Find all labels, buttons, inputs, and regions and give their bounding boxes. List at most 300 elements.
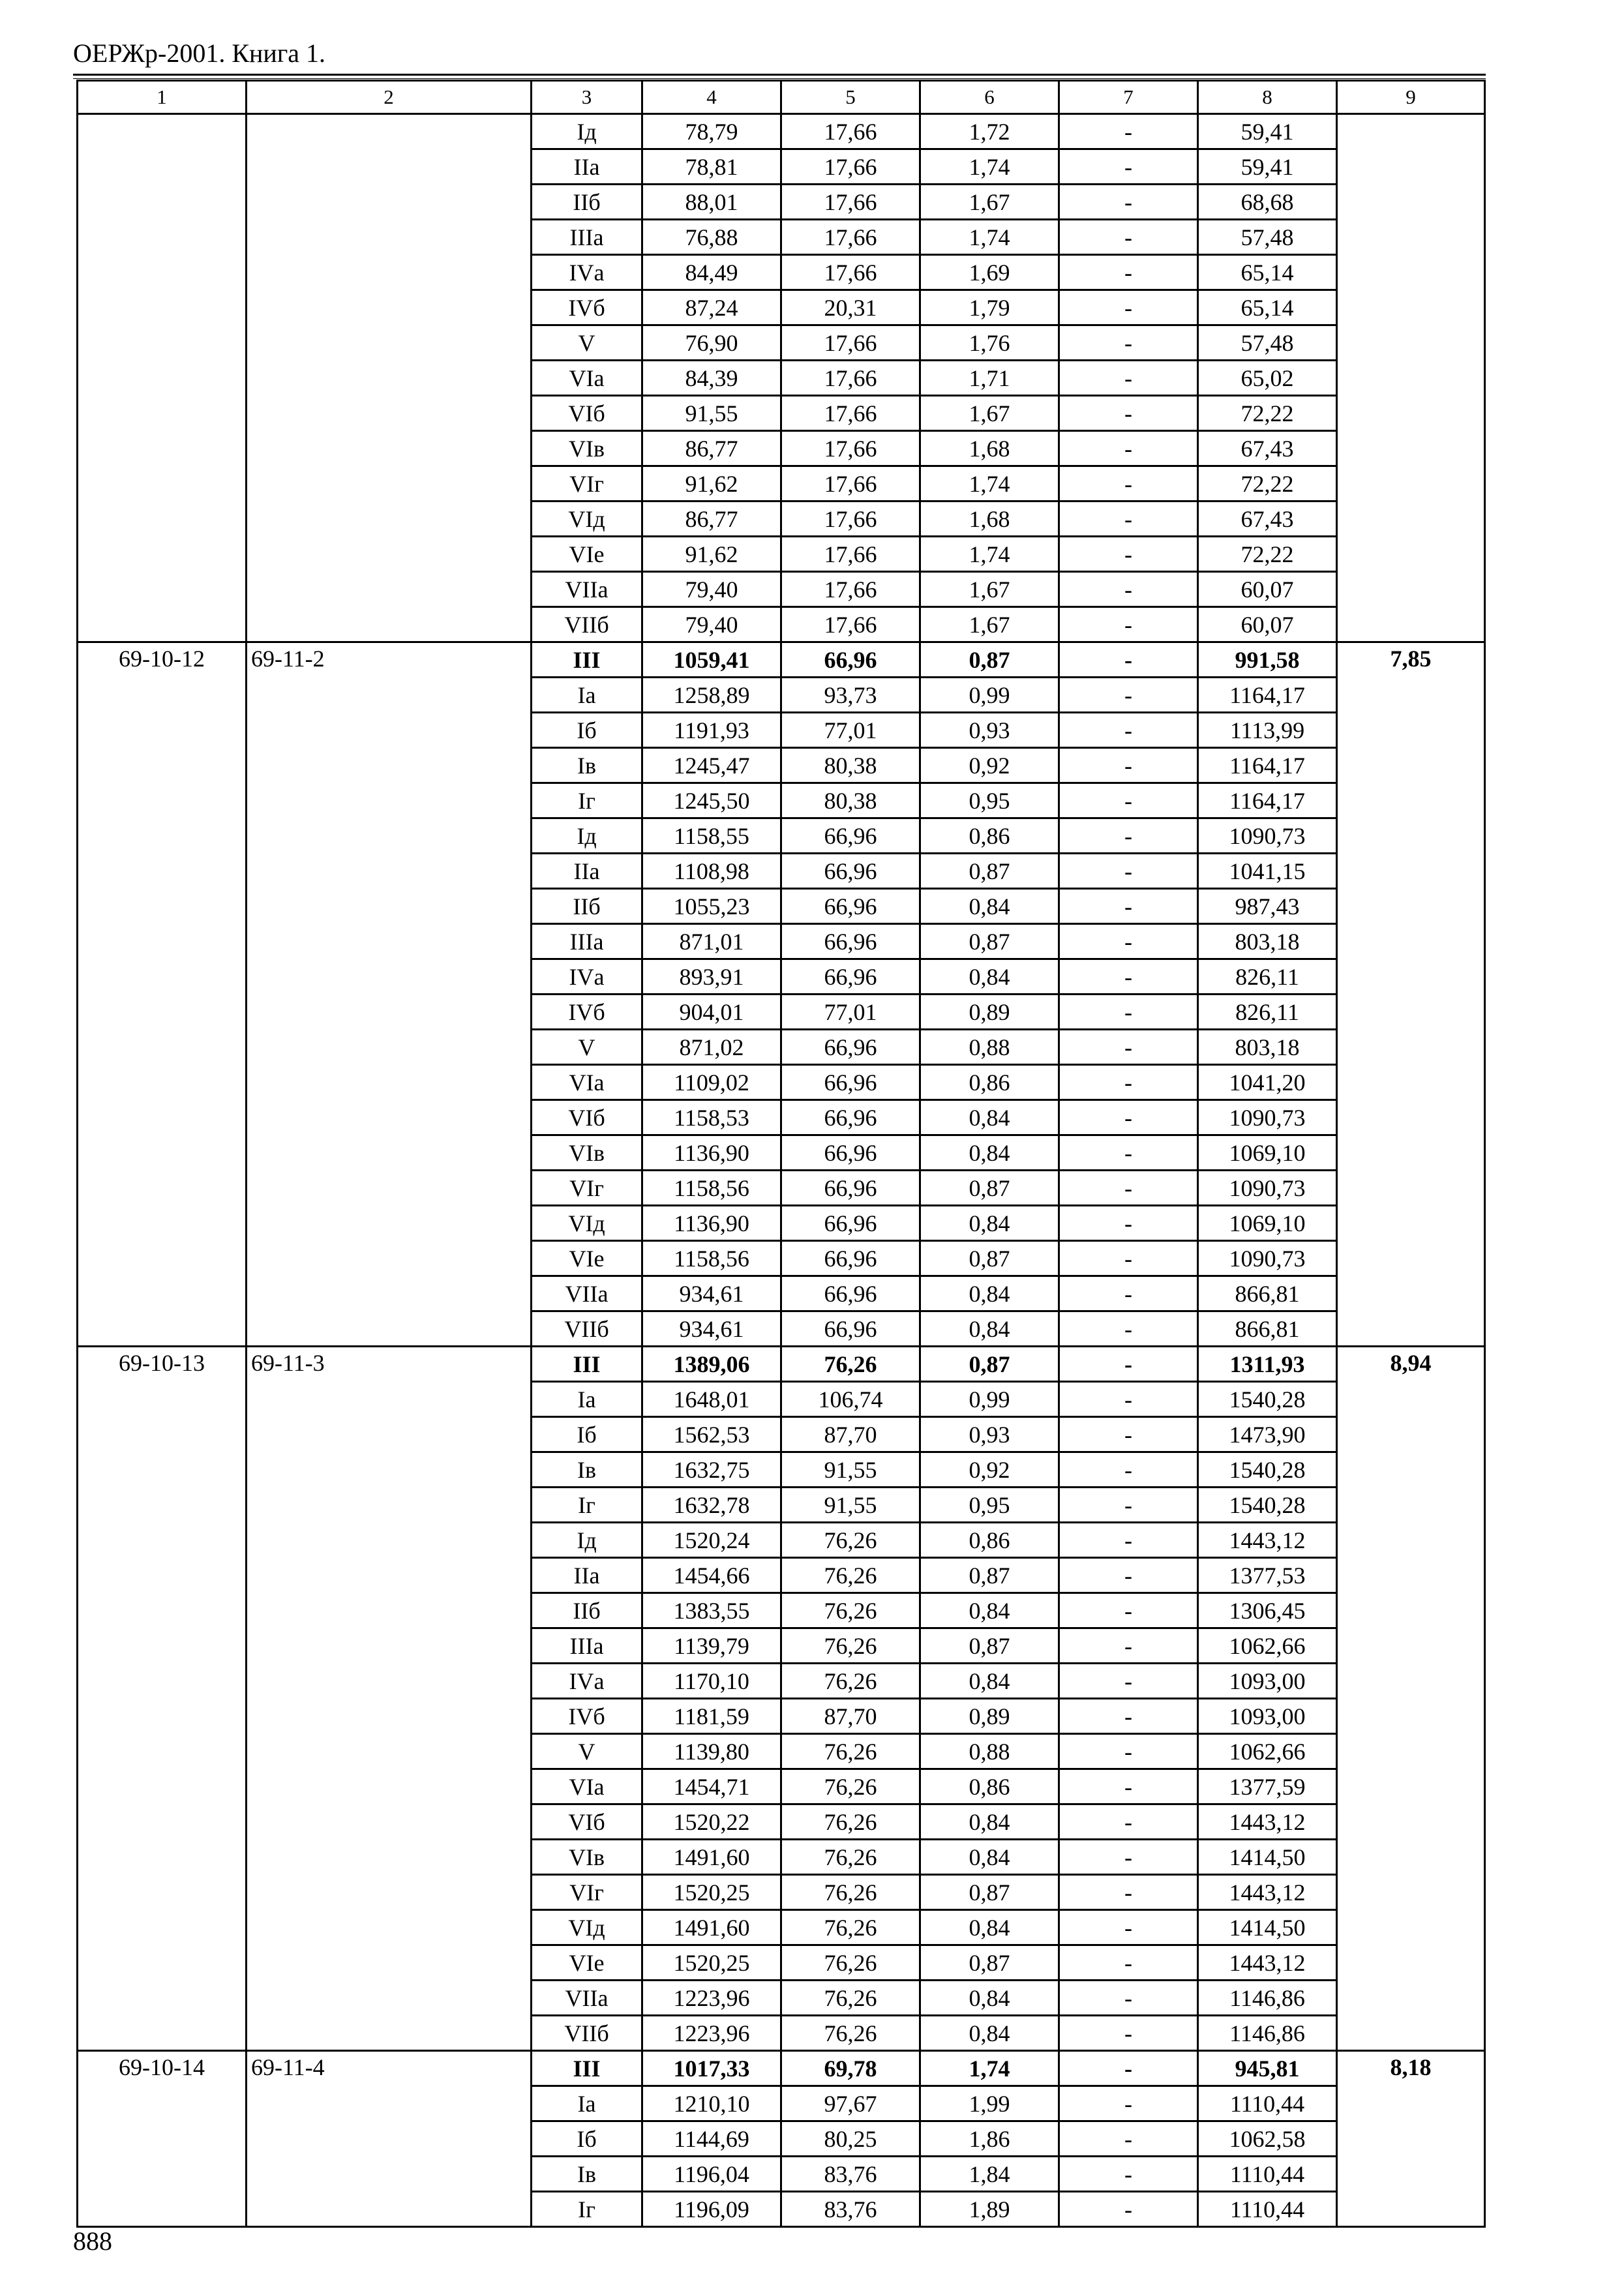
drivers-cell: - (1059, 185, 1198, 220)
machines-cell: 1,74 (920, 2051, 1059, 2086)
labor-cell: 66,96 (781, 1030, 920, 1065)
column-header: 9 (1337, 81, 1485, 114)
category-cell: VIг (532, 466, 642, 501)
total-cell: 91,62 (642, 466, 781, 501)
labor-cell: 76,26 (781, 1664, 920, 1699)
drivers-cell: - (1059, 1910, 1198, 1945)
labor-cell: 17,66 (781, 185, 920, 220)
total-cell: 1170,10 (642, 1664, 781, 1699)
materials-cell: 59,41 (1198, 114, 1337, 149)
labor-cell: 76,26 (781, 1875, 920, 1910)
category-cell: Iг (532, 783, 642, 818)
total-cell: 86,77 (642, 431, 781, 466)
header-rule-thick (73, 74, 1486, 76)
total-cell: 1158,56 (642, 1171, 781, 1206)
materials-cell: 68,68 (1198, 185, 1337, 220)
drivers-cell: - (1059, 1030, 1198, 1065)
category-cell: IVб (532, 1699, 642, 1734)
machines-cell: 0,84 (920, 889, 1059, 924)
machines-cell: 1,74 (920, 537, 1059, 572)
materials-cell: 1110,44 (1198, 2192, 1337, 2227)
drivers-cell: - (1059, 1628, 1198, 1664)
column-header: 6 (920, 81, 1059, 114)
materials-cell: 60,07 (1198, 572, 1337, 607)
labor-cell: 17,66 (781, 114, 920, 149)
category-cell: VIе (532, 537, 642, 572)
total-cell: 1223,96 (642, 1981, 781, 2016)
machines-cell: 0,92 (920, 1452, 1059, 1488)
machines-cell: 1,79 (920, 290, 1059, 325)
machines-cell: 1,84 (920, 2157, 1059, 2192)
drivers-cell: - (1059, 149, 1198, 185)
category-cell: IVа (532, 1664, 642, 1699)
category-cell: VIа (532, 361, 642, 396)
category-cell: V (532, 1030, 642, 1065)
table-row (78, 114, 1485, 149)
labor-cell: 93,73 (781, 678, 920, 713)
machines-cell: 1,76 (920, 325, 1059, 361)
drivers-cell: - (1059, 783, 1198, 818)
drivers-cell: - (1059, 1664, 1198, 1699)
materials-cell: 1090,73 (1198, 1100, 1337, 1135)
machines-cell: 0,84 (920, 1135, 1059, 1171)
machines-cell: 0,87 (920, 1347, 1059, 1382)
category-cell: IIб (532, 889, 642, 924)
code-cell: 69-10-14 (78, 2051, 247, 2227)
total-cell: 893,91 (642, 959, 781, 995)
column-header: 3 (532, 81, 642, 114)
labor-cell: 20,31 (781, 290, 920, 325)
materials-cell: 1146,86 (1198, 1981, 1337, 2016)
materials-cell: 1164,17 (1198, 783, 1337, 818)
category-cell: VIв (532, 1840, 642, 1875)
category-cell: VIе (532, 1945, 642, 1981)
total-cell: 78,79 (642, 114, 781, 149)
drivers-cell: - (1059, 1804, 1198, 1840)
drivers-cell: - (1059, 713, 1198, 748)
materials-cell: 1062,66 (1198, 1734, 1337, 1769)
materials-cell: 72,22 (1198, 396, 1337, 431)
drivers-cell: - (1059, 1523, 1198, 1558)
materials-cell: 1540,28 (1198, 1382, 1337, 1417)
category-cell: VIб (532, 1100, 642, 1135)
materials-cell: 1306,45 (1198, 1593, 1337, 1628)
category-cell: V (532, 325, 642, 361)
materials-cell: 65,14 (1198, 255, 1337, 290)
labor-cell: 80,38 (781, 783, 920, 818)
code-cell: 69-10-13 (78, 1347, 247, 2051)
category-cell: Iг (532, 2192, 642, 2227)
materials-cell: 1069,10 (1198, 1206, 1337, 1241)
total-cell: 1210,10 (642, 2086, 781, 2121)
category-cell: VIг (532, 1875, 642, 1910)
labor-cell: 76,26 (781, 1628, 920, 1664)
labor-cell: 17,66 (781, 325, 920, 361)
materials-cell: 1443,12 (1198, 1523, 1337, 1558)
machines-cell: 0,87 (920, 1945, 1059, 1981)
drivers-cell: - (1059, 255, 1198, 290)
labor-cell: 97,67 (781, 2086, 920, 2121)
drivers-cell: - (1059, 431, 1198, 466)
category-cell: Iб (532, 2121, 642, 2157)
drivers-cell: - (1059, 220, 1198, 255)
category-cell: Iв (532, 1452, 642, 1488)
category-cell: Iа (532, 1382, 642, 1417)
category-cell: VIг (532, 1171, 642, 1206)
labor-cell: 76,26 (781, 1558, 920, 1593)
materials-cell: 1090,73 (1198, 818, 1337, 854)
materials-cell: 1090,73 (1198, 1171, 1337, 1206)
labor-cell: 76,26 (781, 1945, 920, 1981)
machines-cell: 0,84 (920, 1840, 1059, 1875)
column-header: 7 (1059, 81, 1198, 114)
machines-cell: 1,69 (920, 255, 1059, 290)
table-body (78, 114, 1485, 2227)
labor-cell: 76,26 (781, 1523, 920, 1558)
materials-cell: 866,81 (1198, 1311, 1337, 1347)
materials-cell: 72,22 (1198, 466, 1337, 501)
category-cell: III (532, 1347, 642, 1382)
total-cell: 871,01 (642, 924, 781, 959)
total-cell: 1520,22 (642, 1804, 781, 1840)
total-cell: 79,40 (642, 572, 781, 607)
materials-cell: 1443,12 (1198, 1804, 1337, 1840)
labor-cell: 76,26 (781, 1734, 920, 1769)
machines-cell: 0,95 (920, 783, 1059, 818)
drivers-cell: - (1059, 1734, 1198, 1769)
labor-cell: 66,96 (781, 889, 920, 924)
labor-cell: 76,26 (781, 2016, 920, 2051)
total-cell: 79,40 (642, 607, 781, 642)
total-cell: 78,81 (642, 149, 781, 185)
materials-cell: 1093,00 (1198, 1699, 1337, 1734)
total-cell: 76,90 (642, 325, 781, 361)
labor-cell: 17,66 (781, 501, 920, 537)
labor-cell: 66,96 (781, 959, 920, 995)
total-cell: 1632,78 (642, 1488, 781, 1523)
drivers-cell: - (1059, 2121, 1198, 2157)
drivers-cell: - (1059, 1488, 1198, 1523)
category-cell: IVа (532, 255, 642, 290)
drivers-cell: - (1059, 361, 1198, 396)
category-cell: Iд (532, 114, 642, 149)
drivers-cell: - (1059, 1171, 1198, 1206)
drivers-cell: - (1059, 959, 1198, 995)
total-cell: 904,01 (642, 995, 781, 1030)
machines-cell: 1,71 (920, 361, 1059, 396)
category-cell: IVб (532, 995, 642, 1030)
machines-cell: 0,84 (920, 1804, 1059, 1840)
total-cell: 76,88 (642, 220, 781, 255)
machines-cell: 0,93 (920, 1417, 1059, 1452)
materials-cell: 991,58 (1198, 642, 1337, 678)
category-cell: III (532, 2051, 642, 2086)
table-row (78, 642, 1485, 678)
drivers-cell: - (1059, 1699, 1198, 1734)
drivers-cell: - (1059, 607, 1198, 642)
price-table (76, 80, 1486, 2228)
category-cell: Iб (532, 713, 642, 748)
reference-cell: 69-11-2 (247, 642, 532, 1347)
total-cell: 1059,41 (642, 642, 781, 678)
machines-cell: 0,84 (920, 1593, 1059, 1628)
materials-cell: 67,43 (1198, 431, 1337, 466)
category-cell: IIб (532, 185, 642, 220)
materials-cell: 826,11 (1198, 995, 1337, 1030)
total-cell: 1562,53 (642, 1417, 781, 1452)
category-cell: Iд (532, 1523, 642, 1558)
drivers-cell: - (1059, 995, 1198, 1030)
reference-cell: 69-11-3 (247, 1347, 532, 2051)
category-cell: Iв (532, 2157, 642, 2192)
category-cell: VIIа (532, 1981, 642, 2016)
total-cell: 1139,80 (642, 1734, 781, 1769)
category-cell: Iд (532, 818, 642, 854)
drivers-cell: - (1059, 2192, 1198, 2227)
total-cell: 871,02 (642, 1030, 781, 1065)
materials-cell: 803,18 (1198, 1030, 1337, 1065)
machines-cell: 0,87 (920, 1628, 1059, 1664)
category-cell: VIд (532, 501, 642, 537)
category-cell: VIв (532, 431, 642, 466)
labor-cell: 76,26 (781, 1981, 920, 2016)
category-cell: Iв (532, 748, 642, 783)
drivers-cell: - (1059, 818, 1198, 854)
drivers-cell: - (1059, 537, 1198, 572)
materials-cell: 1069,10 (1198, 1135, 1337, 1171)
materials-cell: 987,43 (1198, 889, 1337, 924)
category-cell: IIIа (532, 220, 642, 255)
machines-cell: 1,67 (920, 572, 1059, 607)
total-cell: 934,61 (642, 1276, 781, 1311)
materials-cell: 1164,17 (1198, 678, 1337, 713)
category-cell: VIб (532, 396, 642, 431)
total-cell: 1520,25 (642, 1875, 781, 1910)
total-cell: 1158,53 (642, 1100, 781, 1135)
labor-cell: 66,96 (781, 642, 920, 678)
category-cell: VIIа (532, 572, 642, 607)
machines-cell: 1,67 (920, 185, 1059, 220)
materials-cell: 1311,93 (1198, 1347, 1337, 1382)
labor-cell: 80,25 (781, 2121, 920, 2157)
labor-cell: 17,66 (781, 220, 920, 255)
category-cell: VIIа (532, 1276, 642, 1311)
machines-cell: 0,88 (920, 1734, 1059, 1769)
machines-cell: 1,67 (920, 396, 1059, 431)
drivers-cell: - (1059, 572, 1198, 607)
machines-cell: 0,92 (920, 748, 1059, 783)
materials-cell: 1041,20 (1198, 1065, 1337, 1100)
drivers-cell: - (1059, 1593, 1198, 1628)
drivers-cell: - (1059, 396, 1198, 431)
total-cell: 1055,23 (642, 889, 781, 924)
machines-cell: 0,84 (920, 1276, 1059, 1311)
category-cell: IVб (532, 290, 642, 325)
materials-cell: 72,22 (1198, 537, 1337, 572)
machines-cell: 0,84 (920, 1910, 1059, 1945)
total-cell: 1181,59 (642, 1699, 781, 1734)
machines-cell: 0,87 (920, 1171, 1059, 1206)
total-cell: 1158,56 (642, 1241, 781, 1276)
drivers-cell: - (1059, 2086, 1198, 2121)
machines-cell: 1,68 (920, 501, 1059, 537)
total-cell: 1223,96 (642, 2016, 781, 2051)
drivers-cell: - (1059, 642, 1198, 678)
total-cell: 1191,93 (642, 713, 781, 748)
machines-cell: 1,86 (920, 2121, 1059, 2157)
materials-cell: 1062,66 (1198, 1628, 1337, 1664)
labor-cell: 66,96 (781, 1171, 920, 1206)
column-number-row (78, 81, 1485, 114)
machines-cell: 0,86 (920, 1065, 1059, 1100)
machines-cell: 0,84 (920, 2016, 1059, 2051)
materials-cell: 1062,58 (1198, 2121, 1337, 2157)
total-cell: 1136,90 (642, 1135, 781, 1171)
reference-cell (247, 114, 532, 642)
materials-cell: 1443,12 (1198, 1945, 1337, 1981)
labor-cell: 83,76 (781, 2192, 920, 2227)
labor-cell: 76,26 (781, 1769, 920, 1804)
drivers-cell: - (1059, 325, 1198, 361)
drivers-cell: - (1059, 501, 1198, 537)
category-cell: Iб (532, 1417, 642, 1452)
materials-cell: 1443,12 (1198, 1875, 1337, 1910)
category-cell: V (532, 1734, 642, 1769)
total-cell: 1491,60 (642, 1840, 781, 1875)
materials-cell: 1414,50 (1198, 1910, 1337, 1945)
machines-cell: 0,88 (920, 1030, 1059, 1065)
labor-cell: 66,96 (781, 1206, 920, 1241)
page-number: 888 (73, 2226, 112, 2256)
category-cell: VIв (532, 1135, 642, 1171)
category-cell: IIб (532, 1593, 642, 1628)
code-cell: 69-10-12 (78, 642, 247, 1347)
materials-cell: 1093,00 (1198, 1664, 1337, 1699)
category-cell: VIа (532, 1065, 642, 1100)
drivers-cell: - (1059, 1065, 1198, 1100)
category-cell: VIд (532, 1206, 642, 1241)
category-cell: IIа (532, 854, 642, 889)
materials-cell: 60,07 (1198, 607, 1337, 642)
machines-cell: 0,86 (920, 818, 1059, 854)
labor-cell: 17,66 (781, 607, 920, 642)
total-cell: 91,55 (642, 396, 781, 431)
total-cell: 1520,25 (642, 1945, 781, 1981)
labor-hours-cell: 8,94 (1337, 1347, 1485, 2051)
category-cell: IVа (532, 959, 642, 995)
materials-cell: 1377,59 (1198, 1769, 1337, 1804)
labor-cell: 87,70 (781, 1699, 920, 1734)
header-rule-thin (73, 78, 1486, 79)
drivers-cell: - (1059, 1945, 1198, 1981)
category-cell: VIIб (532, 607, 642, 642)
materials-cell: 1041,15 (1198, 854, 1337, 889)
total-cell: 1139,79 (642, 1628, 781, 1664)
drivers-cell: - (1059, 1417, 1198, 1452)
labor-cell: 17,66 (781, 466, 920, 501)
machines-cell: 0,87 (920, 924, 1059, 959)
category-cell: IIа (532, 149, 642, 185)
machines-cell: 1,67 (920, 607, 1059, 642)
labor-cell: 66,96 (781, 1065, 920, 1100)
category-cell: III (532, 642, 642, 678)
total-cell: 1109,02 (642, 1065, 781, 1100)
total-cell: 1108,98 (642, 854, 781, 889)
labor-hours-cell (1337, 114, 1485, 642)
total-cell: 84,39 (642, 361, 781, 396)
drivers-cell: - (1059, 1452, 1198, 1488)
machines-cell: 0,89 (920, 1699, 1059, 1734)
category-cell: VIе (532, 1241, 642, 1276)
drivers-cell: - (1059, 114, 1198, 149)
machines-cell: 1,72 (920, 114, 1059, 149)
drivers-cell: - (1059, 1311, 1198, 1347)
total-cell: 1383,55 (642, 1593, 781, 1628)
total-cell: 1245,50 (642, 783, 781, 818)
total-cell: 1017,33 (642, 2051, 781, 2086)
labor-cell: 76,26 (781, 1840, 920, 1875)
drivers-cell: - (1059, 2051, 1198, 2086)
labor-cell: 17,66 (781, 361, 920, 396)
machines-cell: 0,86 (920, 1523, 1059, 1558)
materials-cell: 59,41 (1198, 149, 1337, 185)
total-cell: 1196,09 (642, 2192, 781, 2227)
labor-cell: 17,66 (781, 149, 920, 185)
materials-cell: 67,43 (1198, 501, 1337, 537)
labor-cell: 83,76 (781, 2157, 920, 2192)
category-cell: Iа (532, 678, 642, 713)
labor-cell: 91,55 (781, 1452, 920, 1488)
drivers-cell: - (1059, 1769, 1198, 1804)
machines-cell: 0,87 (920, 854, 1059, 889)
drivers-cell: - (1059, 924, 1198, 959)
total-cell: 1196,04 (642, 2157, 781, 2192)
materials-cell: 1164,17 (1198, 748, 1337, 783)
labor-cell: 66,96 (781, 1135, 920, 1171)
total-cell: 1454,66 (642, 1558, 781, 1593)
materials-cell: 1146,86 (1198, 2016, 1337, 2051)
total-cell: 1648,01 (642, 1382, 781, 1417)
machines-cell: 0,84 (920, 1664, 1059, 1699)
column-header: 8 (1198, 81, 1337, 114)
materials-cell: 1110,44 (1198, 2157, 1337, 2192)
category-cell: IIа (532, 1558, 642, 1593)
total-cell: 87,24 (642, 290, 781, 325)
materials-cell: 57,48 (1198, 220, 1337, 255)
machines-cell: 0,87 (920, 642, 1059, 678)
labor-cell: 66,96 (781, 818, 920, 854)
materials-cell: 57,48 (1198, 325, 1337, 361)
total-cell: 88,01 (642, 185, 781, 220)
materials-cell: 1414,50 (1198, 1840, 1337, 1875)
machines-cell: 0,87 (920, 1558, 1059, 1593)
drivers-cell: - (1059, 1241, 1198, 1276)
column-header: 5 (781, 81, 920, 114)
labor-cell: 17,66 (781, 431, 920, 466)
machines-cell: 0,84 (920, 1311, 1059, 1347)
drivers-cell: - (1059, 1206, 1198, 1241)
labor-hours-cell: 8,18 (1337, 2051, 1485, 2227)
total-cell: 1520,24 (642, 1523, 781, 1558)
materials-cell: 1540,28 (1198, 1452, 1337, 1488)
labor-cell: 80,38 (781, 748, 920, 783)
labor-cell: 76,26 (781, 1804, 920, 1840)
total-cell: 1136,90 (642, 1206, 781, 1241)
drivers-cell: - (1059, 1558, 1198, 1593)
table-row (78, 1347, 1485, 1382)
labor-cell: 17,66 (781, 537, 920, 572)
labor-cell: 87,70 (781, 1417, 920, 1452)
